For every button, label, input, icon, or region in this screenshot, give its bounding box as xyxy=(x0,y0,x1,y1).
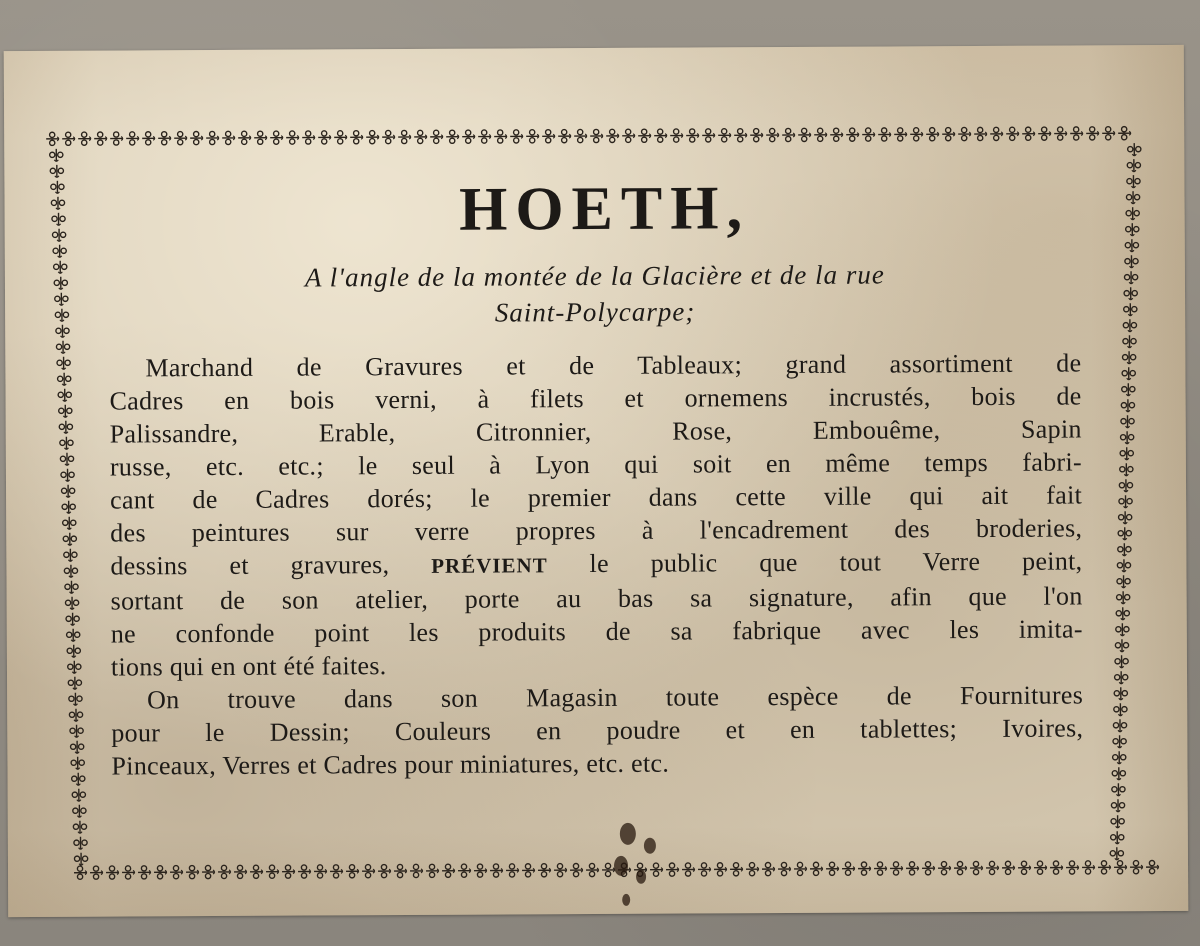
text-line: Marchand de Gravures et de Tableaux; grand assortiment de xyxy=(145,348,1082,383)
emphasis-word: PRÉVIENT xyxy=(431,553,548,578)
text-line: russe, etc. etc.; le seul à Lyon qui soit en même temps fabri- xyxy=(109,447,1082,482)
ink-stain xyxy=(614,856,628,876)
text-line: sortant de son atelier, porte au bas sa signature, afin que l'on xyxy=(110,581,1083,616)
ink-stain xyxy=(622,894,630,906)
ink-stain xyxy=(644,838,656,854)
description-paragraph xyxy=(109,346,1083,683)
text-line: pour le Dessin; Couleurs en poudre et en tablettes; Ivoires, xyxy=(111,713,1084,748)
text-line xyxy=(110,544,1082,584)
text-line: tions qui en ont été faites. xyxy=(110,650,387,682)
text-line: Pinceaux, Verres et Cadres pour miniatures, etc. etc. xyxy=(111,748,670,781)
address xyxy=(109,255,1081,333)
merchant-name: HOETH, xyxy=(458,174,751,244)
text-line: Palissandre, Erable, Citronnier, Rose, Embouême, Sapin xyxy=(109,414,1082,449)
label-content xyxy=(108,175,1083,782)
text-line: cant de Cadres dorés; le premier dans cette ville qui ait fait xyxy=(110,480,1083,515)
ink-stain xyxy=(620,823,636,845)
ink-stain xyxy=(636,870,646,884)
address-line-1: A l'angle de la montée de la Glacière et de la rue xyxy=(304,259,885,293)
text-fragment: le public que tout Verre peint, xyxy=(589,546,1083,578)
address-line-2: Saint-Polycarpe; xyxy=(494,296,696,328)
text-line: des peintures sur verre propres à l'encadrement des broderies, xyxy=(110,513,1083,548)
text-line: ne confonde point les produits de sa fabrique avec les imita- xyxy=(110,614,1083,649)
text-line: On trouve dans son Magasin toute espèce de Fournitures xyxy=(147,680,1084,715)
text-fragment: dessins et gravures, xyxy=(110,549,390,581)
supplies-paragraph xyxy=(111,678,1084,782)
text-line: Cadres en bois verni, à filets et ornemens incrustés, bois de xyxy=(109,381,1082,416)
trade-label xyxy=(4,45,1189,917)
